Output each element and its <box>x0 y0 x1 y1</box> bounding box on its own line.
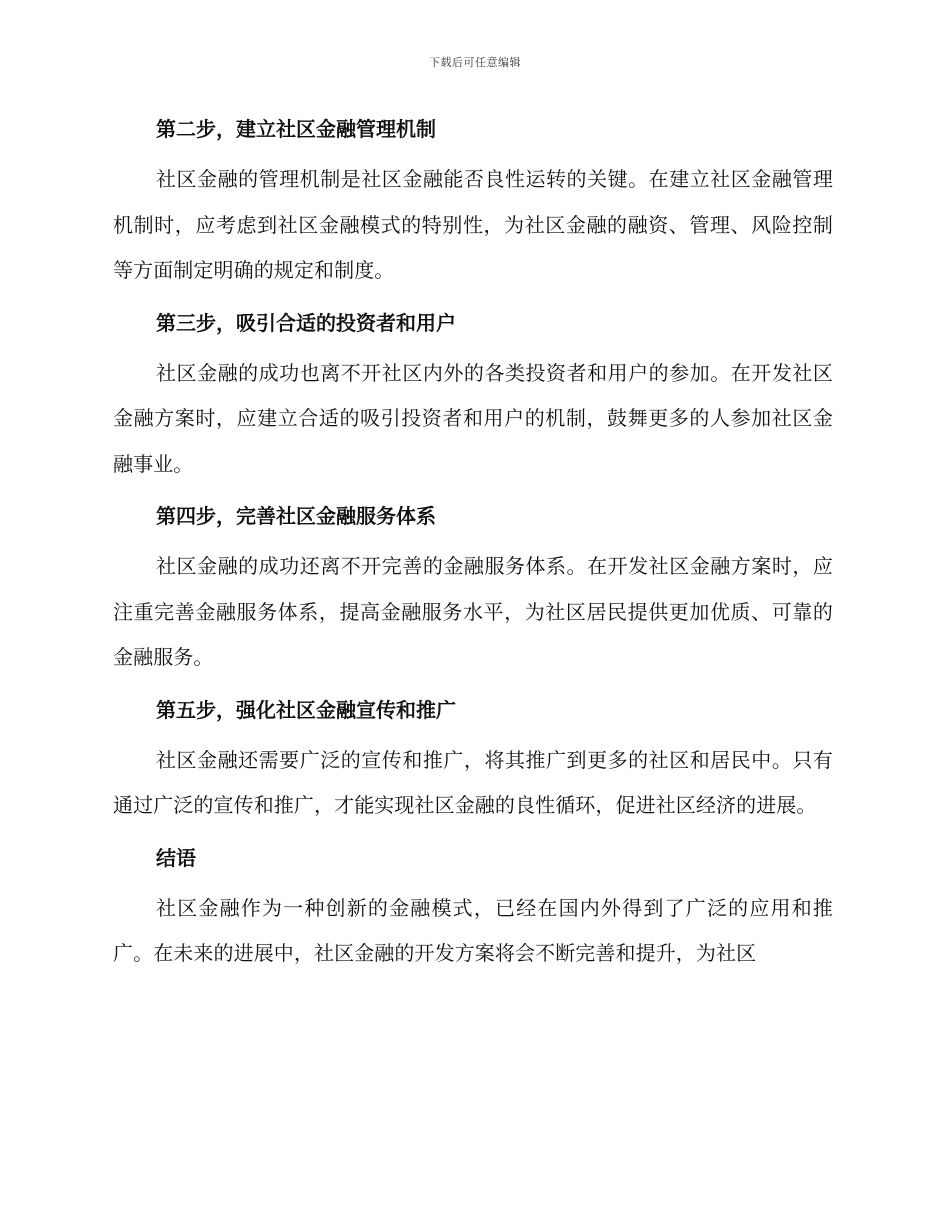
section-paragraph: 社区金融还需要广泛的宣传和推广，将其推广到更多的社区和居民中。只有通过广泛的宣传和推广，才能实现社区金融的良性循环，促进社区经济的进展。 <box>113 747 833 817</box>
section-paragraph: 社区金融的成功也离不开社区内外的各类投资者和用户的参加。在开发社区金融方案时，应建立合适的吸引投资者和用户的机制，鼓舞更多的人参加社区金融事业。 <box>113 360 833 476</box>
section-paragraph: 社区金融的管理机制是社区金融能否良性运转的关键。在建立社区金融管理机制时，应考虑到社区金融模式的特别性，为社区金融的融资、管理、风险控制等方面制定明确的规定和制度。 <box>113 167 833 282</box>
section-heading: 第二步，建立社区金融管理机制 <box>156 117 436 141</box>
document-body <box>113 112 833 989</box>
section-heading: 第四步，完善社区金融服务体系 <box>156 504 436 528</box>
section-paragraph: 社区金融的成功还离不开完善的金融服务体系。在开发社区金融方案时，应注重完善金融服务体系，提高金融服务水平，为社区居民提供更加优质、可靠的金融服务。 <box>113 554 833 669</box>
section-heading: 结语 <box>156 845 196 870</box>
section-heading: 第五步，强化社区金融宣传和推广 <box>156 697 456 722</box>
header-note: 下载后可任意编辑 <box>429 56 521 69</box>
section-paragraph: 社区金融作为一种创新的金融模式，已经在国内外得到了广泛的应用和推广。在未来的进展中，社区金融的开发方案将会不断完善和提升，为社区 <box>113 895 833 965</box>
section-heading: 第三步，吸引合适的投资者和用户 <box>156 310 456 335</box>
